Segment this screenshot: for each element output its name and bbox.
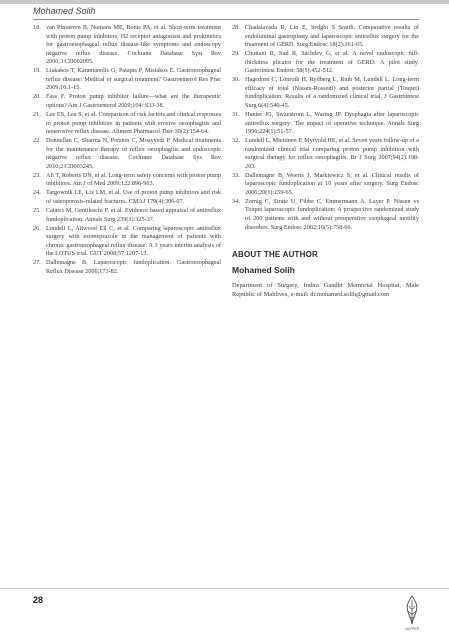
reference-number: 20. <box>33 93 41 101</box>
reference-item <box>232 76 419 110</box>
reference-number: 31. <box>232 110 240 118</box>
reference-number: 24. <box>33 189 41 197</box>
reference-item <box>33 225 221 259</box>
reference-text: Targownik LE, Lix LM, et al. Use of proton pump inhibitors and risk of osteoporosis-related fractures. CMAJ 179(4):306-07. <box>46 189 221 205</box>
header-rule <box>33 19 419 20</box>
reference-item <box>33 259 221 276</box>
footer-rule <box>0 588 449 589</box>
reference-text: Fass F. Proton pump inhibitor failure—what are the therapeutic options? Am J Gastroenterol 2009;104: S33-38. <box>46 93 221 109</box>
reference-number: 27. <box>33 259 41 267</box>
reference-number: 21. <box>33 110 41 118</box>
reference-text: Zornig C, Strate U, Fibbe C, Emmermann A, Layer P. Nissen vs Toupet laparoscopic fundoplication: A prospective randomized study of 200 patients with and without preoperative esophageal motility disorders. Surg Endosc 2002;16(5):758-66. <box>245 197 419 231</box>
reference-text: Hunter JG, Swanstrom L, Waring JP. Dysphagia after laparoscopic antireflux surgery: The impact of operative technique. Annals Surg 1996;224(1):51-57. <box>245 110 419 136</box>
reference-text: van Pinxteren B, Numans ME, Bonis PA, et al. Short-term treatment with proton pump inhibitors, H2 receptor antagonists and prokinetics for gastroesophageal reflux disease-like symptoms and endoscopy negative reflux disease. Cochrane Database Syst Rev 2006;3:CD002095. <box>46 24 221 66</box>
reference-text: Catarci M, Gentileschi P, et al. Evidence based appraisal of antireflux fundoplication. Annals Surg 239(3):325-37. <box>46 206 221 223</box>
reference-number: 18. <box>33 24 41 31</box>
reference-text: Liakakos T, Karamanolis G, Patapis P, Misiakos E. Gastroesophageal reflux disease: Medical or surgical treatment? Gastroenterol Res Prac 2009;10:1-15. <box>46 67 221 92</box>
running-head: Mohamed Solih <box>33 6 96 16</box>
reference-text: Lundell L, Attwood Ell C, et al. Comparing laparoscopic antireflux surgery with esomeprazole in the management of patients with chronic gastroesophageal reflux disease: A 3 years interim analysis of the LOTUS trial. GUT 2008;57:1207-13. <box>46 224 221 258</box>
reference-text: Chadalavada R, Lin E, Sedghi S Smith. Comparative results of endoluminal gastroplasty and laparoscopic antireflux surgery for the treatment of GERD. Surg Endosc 18(2):261-65. <box>245 24 419 49</box>
reference-item <box>232 198 419 232</box>
reference-number: 26. <box>33 224 41 232</box>
publisher-logo-text: JAYPEE <box>404 626 420 631</box>
reference-text: Lundell L, Miettinen P, Myrvold HE, et al. Seven years follow-up of a randomized clinical trial comparing proton pump inhibition with surgical therapy for reflux oesophagitis. Br J Surg 2007;94(2):198-203. <box>245 137 419 170</box>
reference-list-left <box>33 24 221 276</box>
reference-number: 33. <box>232 171 240 179</box>
author-name: Mohamed Solih <box>232 265 295 276</box>
reference-number: 29. <box>232 50 240 58</box>
reference-text: Ali T, Roberts DN, et al. Long-term safety concerns with proton pump inhibitors. Am J of Med 2009;122:896-903. <box>46 171 221 188</box>
reference-text: Chuttani R, Sud R, Sachdev G, et al. A novel endoscopic full-thickness plicator for the treatment of GERD: A pilot study. Gastrointest Endosc 58(5):452-512. <box>245 50 419 75</box>
reference-item <box>232 172 419 198</box>
reference-item <box>232 50 419 76</box>
reference-text: Lee ES, Lee S, et al. Comparison of risk factors and clinical responses to proton pump inhibitors in patients with erosive oesophagitis and nonerosive reflux disease. Aliment Pharmacol Ther 30(2):154-64. <box>46 110 221 136</box>
reference-item <box>232 24 419 50</box>
reference-item <box>33 172 221 189</box>
reference-number: 32. <box>232 137 240 145</box>
top-rule <box>0 0 449 4</box>
reference-item <box>33 24 221 67</box>
left-column <box>33 24 221 277</box>
reference-number: 28. <box>232 24 240 31</box>
reference-number: 34. <box>232 197 240 205</box>
reference-item <box>33 207 221 224</box>
reference-text: Dallemagne B. Laparoscopic fundoplication. Gastroesophageal Reflux Disease 2006;173-82. <box>46 259 221 275</box>
reference-text: Hagedorn C, Lönroth H, Rydberg L, Ruth M, Lundell L. Long-term efficacy of total (Nissen-Rossetti) and posterior partial (Toupet) fundoplication: Results of a randomized clinical trial. J Gastrointest Surg 6(4):540-45. <box>245 76 419 109</box>
about-author-heading: ABOUT THE AUTHOR <box>232 250 319 260</box>
reference-text: Dallemagne B, Weerts J, Markiewicz S, et al. Clinical results of laparoscopic fundoplication at 10 years after surgery. Surg Endosc 2006;20(1):159-65. <box>245 171 419 196</box>
reference-number: 19. <box>33 67 41 75</box>
reference-item <box>33 189 221 206</box>
page-number: 28 <box>33 595 44 605</box>
right-column <box>232 24 419 300</box>
reference-number: 30. <box>232 76 240 84</box>
reference-number: 23. <box>33 171 41 179</box>
reference-item <box>33 93 221 110</box>
reference-list-right <box>232 24 419 232</box>
reference-number: 22. <box>33 137 41 145</box>
reference-number: 25. <box>33 206 41 214</box>
reference-item <box>33 67 221 93</box>
reference-item <box>232 111 419 137</box>
author-affiliation: Department of Surgery, Indira Gandhi Memorial Hospital, Male Republic of Maldives, e-mail: dr.mohamed.solih@gmail.com <box>232 282 419 298</box>
reference-item <box>232 137 419 171</box>
reference-item <box>33 111 221 137</box>
reference-text: Donnellan C, Sharma N, Preston C, Moayyedi P. Medical treatments for the maintenance therapy of reflux oesophagitis and endoscopic negative reflux disease. Cochrane Database Sys Rev 2010;2:CD003245. <box>46 137 221 170</box>
reference-item <box>33 137 221 171</box>
publisher-logo-icon <box>400 594 424 626</box>
